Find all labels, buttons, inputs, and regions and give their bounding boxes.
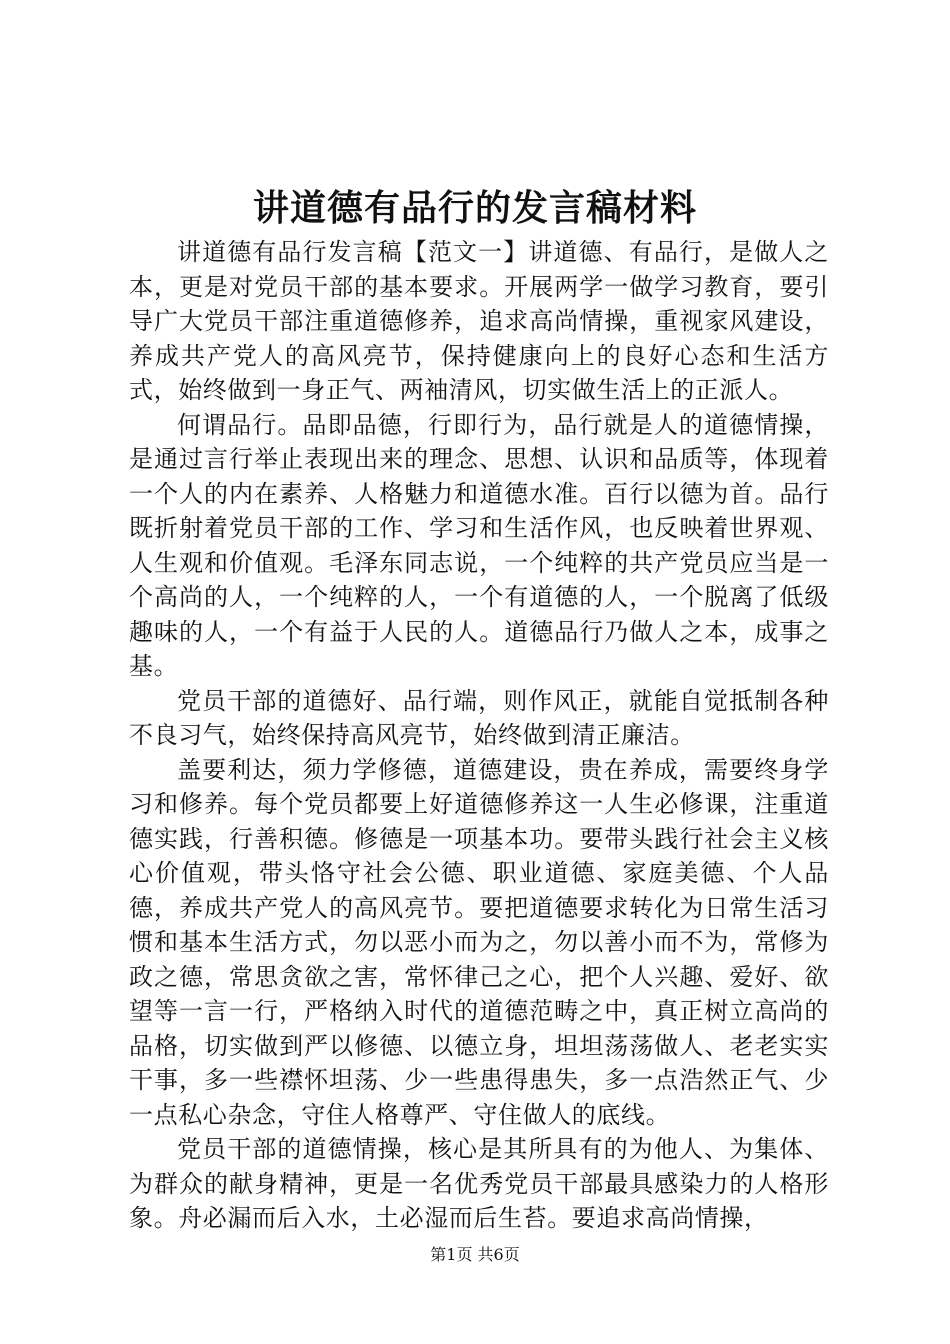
paragraph-2: 何谓品行。品即品德，行即行为，品行就是人的道德情操，是通过言行举止表现出来的理念、思想、认识和品质等，体现着一个人的内在素养、人格魅力和道德水准。百行以德为首。品行既折射着党员干部的工作、学习和生活作风，也反映着世界观、人生观和价值观。毛泽东同志说，一个纯粹的共产党员应当是一个高尚的人，一个纯粹的人，一个有道德的人，一个脱离了低级趣味的人，一个有益于人民的人。道德品行乃做人之本，成事之基。 [129,410,829,680]
page-number-footer: 第1页 共6页 [430,1245,520,1264]
document-body [129,235,829,1236]
document-title: 讲道德有品行的发言稿材料 [252,187,697,229]
paragraph-5: 党员干部的道德情操，核心是其所具有的为他人、为集体、为群众的献身精神，更是一名优秀党员干部最具感染力的人格形象。舟必漏而后入水，土必湿而后生苔。要追求高尚情操， [129,1135,829,1232]
paragraph-1: 讲道德有品行发言稿【范文一】讲道德、有品行，是做人之本，更是对党员干部的基本要求。开展两学一做学习教育，要引导广大党员干部注重道德修养，追求高尚情操，重视家风建设，养成共产党人的高风亮节，保持健康向上的良好心态和生活方式，始终做到一身正气、两袖清风，切实做生活上的正派人。 [129,238,829,404]
paragraph-4: 盖要利达，须力学修德，道德建设，贵在养成，需要终身学习和修养。每个党员都要上好道德修养这一人生必修课，注重道德实践，行善积德。修德是一项基本功。要带头践行社会主义核心价值观，带头恪守社会公德、职业道德、家庭美德、个人品德，养成共产党人的高风亮节。要把道德要求转化为日常生活习惯和基本生活方式，勿以恶小而为之，勿以善小而不为，常修为政之德，常思贪欲之害，常怀律己之心，把个人兴趣、爱好、欲望等一言一行，严格纳入时代的道德范畴之中，真正树立高尚的品格，切实做到严以修德、以德立身，坦坦荡荡做人、老老实实干事，多一些襟怀坦荡、少一些患得患失，多一点浩然正气、少一点私心杂念，守住人格尊严、守住做人的底线。 [129,755,829,1129]
paragraph-3: 党员干部的道德好、品行端，则作风正，就能自觉抵制各种不良习气，始终保持高风亮节，始终做到清正廉洁。 [129,686,829,749]
